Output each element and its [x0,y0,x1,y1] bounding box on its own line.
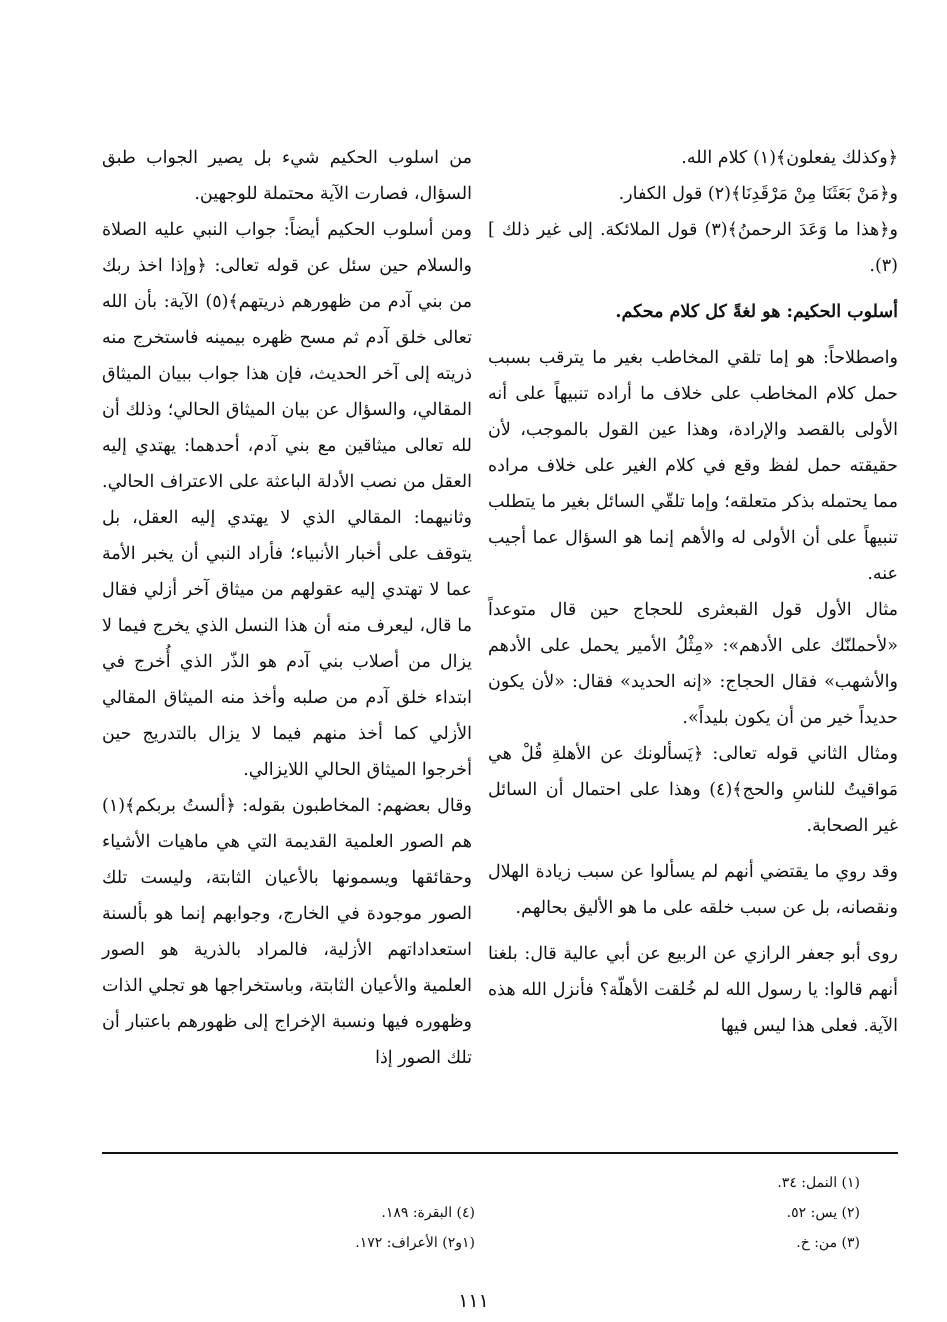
paragraph: وقد روي ما يقتضي أنهم لم يسألوا عن سبب زيادة الهلال ونقصانه، بل عن سبب خلقه على ما هو الأليق بحالهم. [488,862,898,918]
paragraph: مثال الأول قول القبعثرى للحجاج حين قال متوعداً «لأحملنّك على الأدهم»: «مِثْلُ الأمير يحمل على الأدهم والأشهب» فقال الحجاج: «إنه الحديد» فقال: «لأن يكون حديداً خير من أن يكون بليداً». [488,600,898,728]
paragraph: واصطلاحاً: هو إما تلقي المخاطب بغير ما يترقب بسبب حمل كلام المخاطب على خلاف ما أراده تنبيهاً على أنه الأولى بالقصد والإرادة، وهذا عين القول بالموجب، لأن حقيقته حمل لفظ وقع في كلام الغير على خلاف مراده مما يحتمله بذكر متعلقه؛ وإما تلقّي السائل بغير ما يتطلب تنبيهاً على أن الأولى له والأهم إنما هو السؤال عما أجيب عنه. [488,348,898,584]
definition-heading: أسلوب الحكيم: هو لغةً كل كلام محكم. [615,302,898,322]
paragraph: ﴿وكذلك يفعلون﴾(١) كلام الله. [681,148,898,168]
footnotes-left [255,1198,475,1258]
paragraph: ومن أسلوب الحكيم أيضاً: جواب النبي عليه الصلاة والسلام حين سئل عن قوله تعالى: ﴿وإذا اخذ ربك من بني آدم من ظهورهم ذريتهم﴾(٥) الآية: بأن الله تعالى خلق آدم ثم مسح ظهره بيمينه فاستخرج منه ذريته إلى آخر الحديث، فإن هذا جواب ببيان الميثاق المقالي، والسؤال عن بيان الميثاق الحالي؛ وذلك أن لله تعالى ميثاقين مع بني آدم، أحدهما: يهتدي إليه العقل من نصب الأدلة الباعثة على الاعتراف الحالي. وثانيهما: المقالي الذي لا يهتدي إليه العقل، بل يتوقف على أخبار الأنبياء؛ فأراد النبي أن يخبر الأمة عما لا تهتدي إليه عقولهم من ميثاق آخر أزلي فقال ما قال، ليعرف منه أن هذا النسل الذي يخرج فيما لا يزال من أصلاب بني آدم هو الذّر الذي أُخرج في ابتداء خلق آدم من صلبه وأخذ منه الميثاق المقالي الأزلي كما أخذ منهم فيما لا يزال بالتدريج حين أخرجوا الميثاق الحالي اللايزالي. [102,220,472,780]
paragraph: روى أبو جعفر الرازي عن الربيع عن أبي عالية قال: بلغنا أنهم قالوا: يا رسول الله لم خُلقت الأهلّة؟ فأنزل الله هذه الآية. فعلى هذا ليس فيها [488,944,898,1036]
paragraph: وقال بعضهم: المخاطبون بقوله: ﴿ألستُ بربكم﴾(١) هم الصور العلمية القديمة التي هي ماهيات الأشياء وحقائقها ويسمونها بالأعيان الثابتة، وليست تلك الصور موجودة في الخارج، وجوابهم إنما هو بألسنة استعداداتهم الأزلية، فالمراد بالذرية هو الصور العلمية والأعيان الثابتة، وباستخراجها هو تجلي الذات وظهوره فيها ونسبة الإخراج إلى ظهورهم باعتبار أن تلك الصور إذا [102,796,472,1068]
footnotes-right [560,1168,860,1258]
footnote: (٤) البقرة: ١٨٩. [381,1205,475,1221]
right-text-column [488,140,898,1044]
footnote: (١) النمل: ٣٤. [777,1175,860,1191]
footnote-divider [102,1152,898,1154]
page-number: ١١١ [458,1290,489,1312]
paragraph: من اسلوب الحكيم شيء بل يصير الجواب طبق السؤال، فصارت الآية محتملة للوجهين. [102,148,472,204]
footnote: (١و٢) الأعراف: ١٧٢. [355,1235,475,1251]
left-text-column [102,140,472,1076]
paragraph: ومثال الثاني قوله تعالى: ﴿يَسألونك عن الأهلةِ قُلْ هي مَواقيتُ للناسِ والحج﴾(٤) وهذا على احتمال أن السائل غير الصحابة. [488,744,899,836]
footnote: (٢) يس: ٥٢. [786,1205,860,1221]
footnote: (٣) من: خ. [796,1235,860,1251]
paragraph: و﴿مَنْ بَعَثَنَا مِنْ مَرْقَدِنَا﴾(٢) قول الكفار. [618,184,898,204]
paragraph: و﴿هذا ما وَعَدَ الرحمنُ﴾(٣) قول الملائكة. إلى غير ذلك ](٣). [488,220,898,276]
